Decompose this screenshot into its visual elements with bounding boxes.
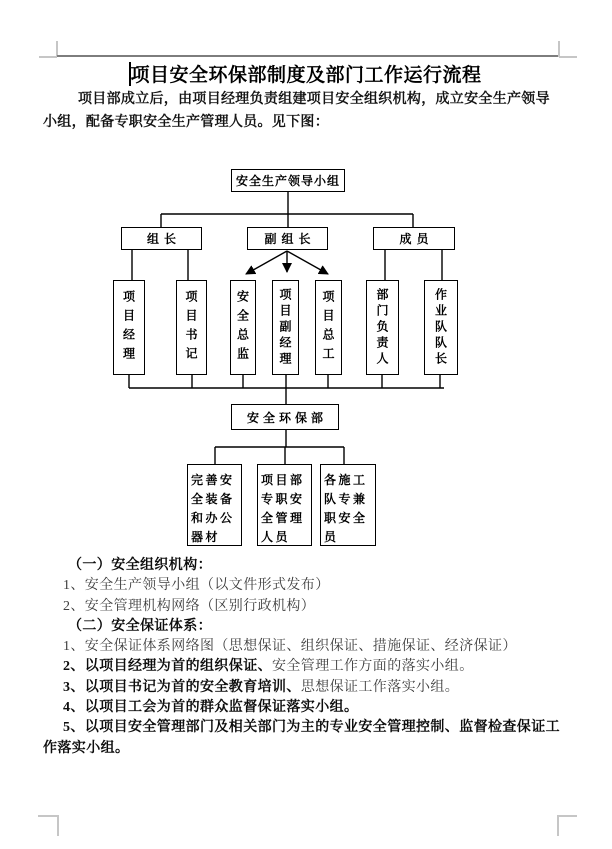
box-members: 成员 bbox=[373, 227, 455, 250]
box-deputy-project-manager: 项目副经理 bbox=[272, 280, 299, 375]
box-fulltime-safety-staff: 项目部专职安全管理人员 bbox=[257, 464, 312, 546]
list-item: 5、以项目安全管理部门及相关部门为主的专业安全管理控制、监督检查保证工作落实小组。 bbox=[43, 720, 560, 756]
arrow-to-chief-engineer bbox=[287, 251, 328, 274]
box-env-protection-dept: 安全环保部 bbox=[231, 404, 339, 430]
box-chief-engineer: 项目总工 bbox=[315, 280, 342, 375]
list-item: 1、安全保证体系网络图（思想保证、组织保证、措施保证、经济保证） bbox=[63, 639, 517, 655]
arrow-to-safety-director bbox=[246, 251, 287, 274]
box-deputy-group-leader: 副组长 bbox=[247, 227, 328, 250]
box-group-leader: 组长 bbox=[121, 227, 202, 250]
box-safety-director: 安全总监 bbox=[230, 280, 256, 375]
box-team-safety-officers: 各施工队专兼职安全员 bbox=[320, 464, 376, 546]
section-heading-1: （一）安全组织机构： bbox=[68, 558, 212, 573]
page-title: 项目安全环保部制度及部门工作运行流程 bbox=[130, 65, 482, 86]
box-project-manager: 项目经理 bbox=[113, 280, 145, 375]
intro-paragraph: 项目部成立后，由项目经理负责组建项目安全组织机构，成立安全生产领导小组，配备专职安全生产管理人员。见下图： bbox=[43, 92, 550, 130]
list-item: 2、安全管理机构网络（区别行政机构） bbox=[63, 598, 316, 614]
box-project-secretary: 项目书记 bbox=[176, 280, 207, 375]
box-department-head: 部门负责人 bbox=[366, 280, 399, 375]
list-item: 4、以项目工会为首的群众监督保证落实小组。 bbox=[63, 700, 359, 716]
section-heading-2: （二）安全保证体系： bbox=[68, 618, 212, 634]
list-item: 3、以项目书记为首的安全教育培训、思想保证工作落实小组。 bbox=[63, 679, 460, 695]
list-item: 1、安全生产领导小组（以文件形式发布） bbox=[63, 578, 330, 594]
list-item: 2、以项目经理为首的组织保证、安全管理工作方面的落实小组。 bbox=[63, 659, 474, 675]
box-leader-group: 安全生产领导小组 bbox=[231, 169, 345, 192]
body-text bbox=[43, 556, 563, 759]
box-safety-equipment: 完善安全装备和办公器材 bbox=[187, 464, 242, 546]
box-operation-team-leader: 作业队队长 bbox=[424, 280, 458, 375]
